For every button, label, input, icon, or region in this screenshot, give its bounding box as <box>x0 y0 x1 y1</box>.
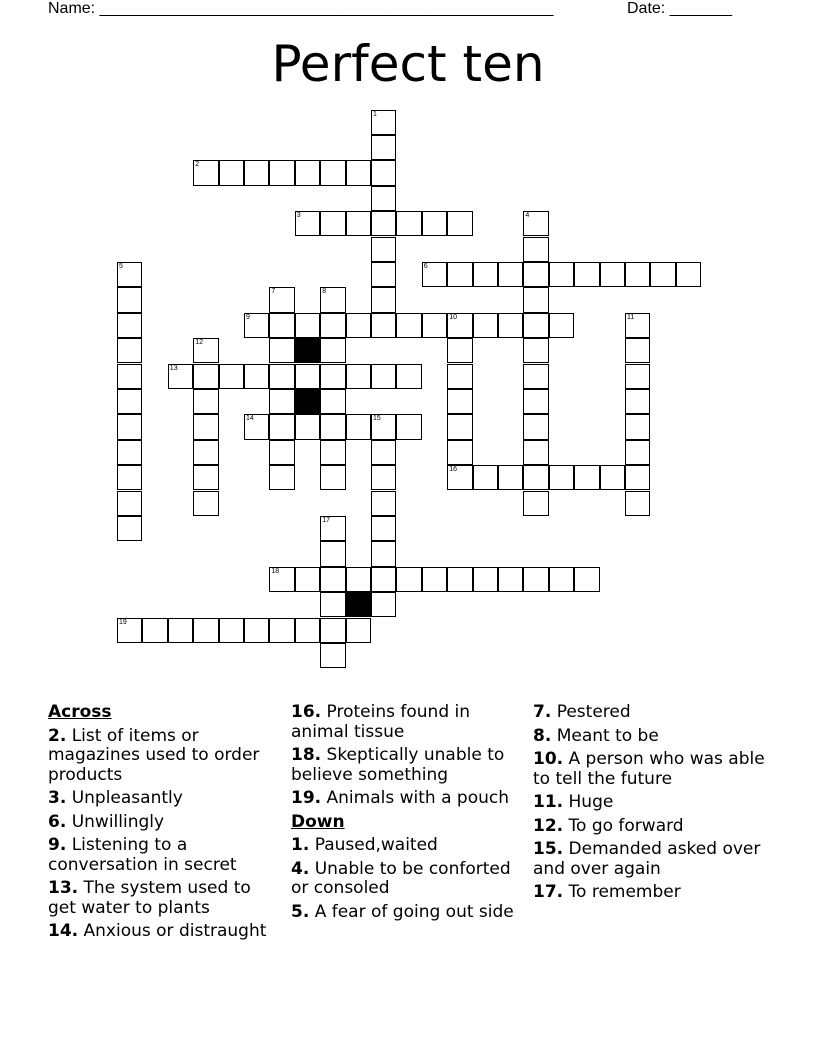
grid-cell[interactable] <box>523 389 548 414</box>
cell-number: 10 <box>449 313 457 321</box>
clue-number: 5. <box>291 901 310 922</box>
grid-cell[interactable] <box>371 440 396 465</box>
grid-cell[interactable] <box>498 262 523 287</box>
grid-cell[interactable] <box>625 414 650 439</box>
clue-text: Animals with a pouch <box>321 788 509 808</box>
clue-item <box>48 879 280 918</box>
grid-cell[interactable] <box>498 567 523 592</box>
grid-cell[interactable] <box>422 211 447 236</box>
grid-cell[interactable] <box>346 211 371 236</box>
clue-text: A person who was able to tell the future <box>533 749 765 789</box>
across-clue-list <box>48 727 280 942</box>
cell-number: 4 <box>525 212 530 220</box>
grid-cell[interactable] <box>422 313 447 338</box>
clue-text: A fear of going out side <box>309 901 514 922</box>
grid-cell[interactable] <box>600 262 625 287</box>
clue-number: 16. <box>291 702 322 722</box>
grid-cell[interactable] <box>625 262 650 287</box>
cell-number: 17 <box>322 516 330 524</box>
grid-cell[interactable] <box>269 338 294 363</box>
cell-number: 13 <box>169 364 178 372</box>
grid-cell[interactable] <box>574 567 599 592</box>
cell-number: 14 <box>246 415 254 423</box>
clue-item <box>533 750 765 789</box>
grid-cell[interactable] <box>117 313 142 338</box>
cell-number: 5 <box>119 262 123 270</box>
black-cell <box>295 338 320 363</box>
grid-cell[interactable] <box>396 364 421 389</box>
grid-cell[interactable] <box>117 389 142 414</box>
date-line: Date: _______ <box>627 0 732 17</box>
cell-number: 3 <box>296 212 301 220</box>
grid-cell[interactable] <box>523 237 548 262</box>
cell-number: 9 <box>246 313 250 321</box>
clue-text: Unpleasantly <box>66 788 183 808</box>
clue-text: Meant to be <box>551 725 659 746</box>
grid-cell[interactable] <box>523 313 548 338</box>
clue-item <box>291 903 523 923</box>
grid-cell[interactable] <box>193 440 218 465</box>
clue-text: Proteins found in animal tissue <box>291 702 471 742</box>
grid-cell[interactable] <box>473 313 498 338</box>
clue-number: 3. <box>48 788 67 808</box>
clue-item <box>291 836 523 856</box>
grid-cell[interactable] <box>498 313 523 338</box>
grid-cell[interactable] <box>219 618 244 643</box>
clue-text: Unable to be conforted or consoled <box>291 858 511 898</box>
grid-cell[interactable] <box>320 211 345 236</box>
grid-cell[interactable] <box>625 338 650 363</box>
grid-cell[interactable] <box>625 364 650 389</box>
clue-column-1 <box>48 703 280 946</box>
cell-number: 1 <box>373 110 377 118</box>
grid-cell[interactable] <box>447 389 472 414</box>
clue-number: 17. <box>533 882 564 902</box>
grid-cell[interactable] <box>549 262 574 287</box>
grid-cell[interactable] <box>269 313 294 338</box>
clue-item <box>48 727 280 786</box>
clue-column-2 <box>291 703 523 926</box>
grid-cell[interactable] <box>396 414 421 439</box>
clue-number: 6. <box>48 811 67 832</box>
grid-cell[interactable] <box>473 465 498 490</box>
grid-cell[interactable] <box>244 618 269 643</box>
clue-item <box>48 813 280 833</box>
grid-cell[interactable] <box>244 364 269 389</box>
grid-cell[interactable] <box>320 160 345 185</box>
clue-text: List of items or magazines used to order products <box>48 725 260 785</box>
cell-number: 19 <box>119 618 127 626</box>
cell-number: 18 <box>271 567 280 575</box>
grid-cell[interactable] <box>396 313 421 338</box>
grid-cell[interactable] <box>371 516 396 541</box>
grid-cell[interactable] <box>447 211 472 236</box>
clue-text: Anxious or distraught <box>78 921 267 941</box>
grid-cell[interactable] <box>371 465 396 490</box>
puzzle-title: Perfect ten <box>271 35 545 93</box>
grid-cell[interactable] <box>117 491 142 516</box>
clue-number: 1. <box>291 835 310 855</box>
grid-cell[interactable] <box>447 364 472 389</box>
clue-number: 11. <box>533 792 564 812</box>
grid-cell[interactable] <box>523 262 548 287</box>
clue-number: 10. <box>533 749 564 769</box>
grid-cell[interactable] <box>498 465 523 490</box>
grid-cell[interactable] <box>600 465 625 490</box>
grid-cell[interactable] <box>269 465 294 490</box>
cell-number: 6 <box>423 262 428 270</box>
grid-cell[interactable] <box>117 414 142 439</box>
grid-cell[interactable] <box>320 465 345 490</box>
grid-cell[interactable] <box>117 440 142 465</box>
grid-cell[interactable] <box>473 262 498 287</box>
clue-item <box>533 883 765 903</box>
grid-cell[interactable] <box>320 643 345 668</box>
grid-cell[interactable] <box>295 313 320 338</box>
grid-cell[interactable] <box>269 160 294 185</box>
grid-cell[interactable] <box>320 567 345 592</box>
clue-item <box>48 836 280 875</box>
grid-cell[interactable] <box>269 618 294 643</box>
grid-cell[interactable] <box>346 618 371 643</box>
grid-cell[interactable] <box>371 313 396 338</box>
grid-cell[interactable] <box>371 592 396 617</box>
cell-number: 2 <box>195 161 200 169</box>
grid-cell[interactable] <box>371 567 396 592</box>
clue-text: To go forward <box>563 815 684 836</box>
grid-cell[interactable] <box>320 364 345 389</box>
grid-cell[interactable] <box>117 287 142 312</box>
grid-cell[interactable] <box>396 567 421 592</box>
across-heading: Across <box>48 702 112 722</box>
grid-cell[interactable] <box>320 338 345 363</box>
grid-cell[interactable] <box>269 389 294 414</box>
grid-cell[interactable] <box>193 414 218 439</box>
grid-cell[interactable] <box>117 338 142 363</box>
grid-cell[interactable] <box>371 160 396 185</box>
grid-cell[interactable] <box>625 465 650 490</box>
clue-text: Unwillingly <box>66 811 165 832</box>
clue-item <box>291 860 523 899</box>
down-clue-list <box>291 836 523 922</box>
grid-cell[interactable] <box>320 440 345 465</box>
grid-cell[interactable] <box>447 440 472 465</box>
grid-cell[interactable] <box>295 618 320 643</box>
grid-cell[interactable] <box>219 160 244 185</box>
grid-cell[interactable] <box>396 211 421 236</box>
clue-text: Paused,waited <box>309 835 438 855</box>
grid-cell[interactable] <box>320 592 345 617</box>
clue-text: The system used to get water to plants <box>48 878 251 918</box>
grid-cell[interactable] <box>193 491 218 516</box>
clue-number: 2. <box>48 725 67 746</box>
name-line: Name: ___________________________________________________ <box>48 0 554 17</box>
down-clue-list-continued <box>533 703 765 903</box>
clue-text: Listening to a conversation in secret <box>48 835 237 875</box>
grid-cell[interactable] <box>549 313 574 338</box>
grid-cell[interactable] <box>447 414 472 439</box>
clue-item <box>291 703 523 742</box>
grid-cell[interactable] <box>447 262 472 287</box>
clue-number: 9. <box>48 835 67 855</box>
grid-cell[interactable] <box>142 618 167 643</box>
grid-cell[interactable] <box>523 491 548 516</box>
clue-text: Huge <box>563 792 614 812</box>
down-heading: Down <box>291 811 345 832</box>
grid-cell[interactable] <box>473 567 498 592</box>
grid-cell[interactable] <box>371 541 396 566</box>
grid-cell[interactable] <box>523 440 548 465</box>
grid-cell[interactable] <box>371 364 396 389</box>
clue-item <box>533 840 765 879</box>
grid-cell[interactable] <box>523 364 548 389</box>
grid-cell[interactable] <box>371 237 396 262</box>
clue-number: 8. <box>533 725 552 746</box>
cell-number: 12 <box>195 339 203 347</box>
clue-item <box>533 793 765 813</box>
grid-cell[interactable] <box>523 338 548 363</box>
grid-cell[interactable] <box>320 541 345 566</box>
clue-text: To remember <box>563 882 681 902</box>
grid-cell[interactable] <box>244 160 269 185</box>
grid-cell[interactable] <box>117 364 142 389</box>
clue-item <box>533 817 765 837</box>
grid-cell[interactable] <box>371 262 396 287</box>
grid-cell[interactable] <box>371 287 396 312</box>
grid-cell[interactable] <box>523 465 548 490</box>
grid-cell[interactable] <box>650 262 675 287</box>
grid-cell[interactable] <box>523 287 548 312</box>
grid-cell[interactable] <box>523 414 548 439</box>
grid-cell[interactable] <box>295 414 320 439</box>
black-cell <box>346 592 371 617</box>
black-cell <box>295 389 320 414</box>
cell-number: 15 <box>373 415 381 423</box>
grid-cell[interactable] <box>574 465 599 490</box>
grid-cell[interactable] <box>269 414 294 439</box>
grid-cell[interactable] <box>346 364 371 389</box>
grid-cell[interactable] <box>346 313 371 338</box>
clue-item <box>291 746 523 785</box>
clue-number: 14. <box>48 921 79 941</box>
grid-cell[interactable] <box>320 313 345 338</box>
clue-number: 15. <box>533 839 564 859</box>
grid-cell[interactable] <box>295 567 320 592</box>
grid-cell[interactable] <box>219 364 244 389</box>
clue-number: 18. <box>291 745 322 765</box>
cell-number: 11 <box>627 313 635 321</box>
clue-number: 7. <box>533 702 552 722</box>
grid-cell[interactable] <box>371 211 396 236</box>
cell-number: 8 <box>322 288 327 296</box>
clue-item <box>533 727 765 747</box>
grid-cell[interactable] <box>168 618 193 643</box>
grid-cell[interactable] <box>320 414 345 439</box>
grid-cell[interactable] <box>523 567 548 592</box>
grid-cell[interactable] <box>193 389 218 414</box>
grid-cell[interactable] <box>371 186 396 211</box>
clue-number: 19. <box>291 788 322 808</box>
cell-number: 16 <box>449 466 457 474</box>
grid-cell[interactable] <box>549 567 574 592</box>
clue-item <box>291 789 523 809</box>
clue-number: 4. <box>291 858 310 879</box>
grid-cell[interactable] <box>422 567 447 592</box>
clue-text: Skeptically unable to believe something <box>291 745 505 785</box>
clue-item <box>533 703 765 723</box>
grid-cell[interactable] <box>346 160 371 185</box>
clue-item <box>48 922 280 942</box>
grid-cell[interactable] <box>320 618 345 643</box>
clue-number: 13. <box>48 878 79 898</box>
grid-cell[interactable] <box>676 262 701 287</box>
grid-cell[interactable] <box>625 491 650 516</box>
grid-cell[interactable] <box>346 414 371 439</box>
grid-cell[interactable] <box>193 364 218 389</box>
clue-text: Pestered <box>551 702 631 722</box>
clue-text: Demanded asked over and over again <box>533 839 761 879</box>
grid-cell[interactable] <box>117 516 142 541</box>
across-clue-list-continued <box>291 703 523 809</box>
grid-cell[interactable] <box>193 618 218 643</box>
grid-cell[interactable] <box>295 160 320 185</box>
clue-number: 12. <box>533 815 564 836</box>
clue-column-3 <box>533 703 765 907</box>
grid-cell[interactable] <box>371 491 396 516</box>
cell-number: 7 <box>271 288 276 296</box>
grid-cell[interactable] <box>625 389 650 414</box>
clue-item <box>48 789 280 809</box>
grid-cell[interactable] <box>549 465 574 490</box>
grid-cell[interactable] <box>447 338 472 363</box>
grid-cell[interactable] <box>269 440 294 465</box>
grid-cell[interactable] <box>193 465 218 490</box>
grid-cell[interactable] <box>295 364 320 389</box>
grid-cell[interactable] <box>625 440 650 465</box>
grid-cell[interactable] <box>117 465 142 490</box>
grid-cell[interactable] <box>574 262 599 287</box>
grid-cell[interactable] <box>320 389 345 414</box>
grid-cell[interactable] <box>346 567 371 592</box>
grid-cell[interactable] <box>371 135 396 160</box>
grid-cell[interactable] <box>447 567 472 592</box>
grid-cell[interactable] <box>269 364 294 389</box>
